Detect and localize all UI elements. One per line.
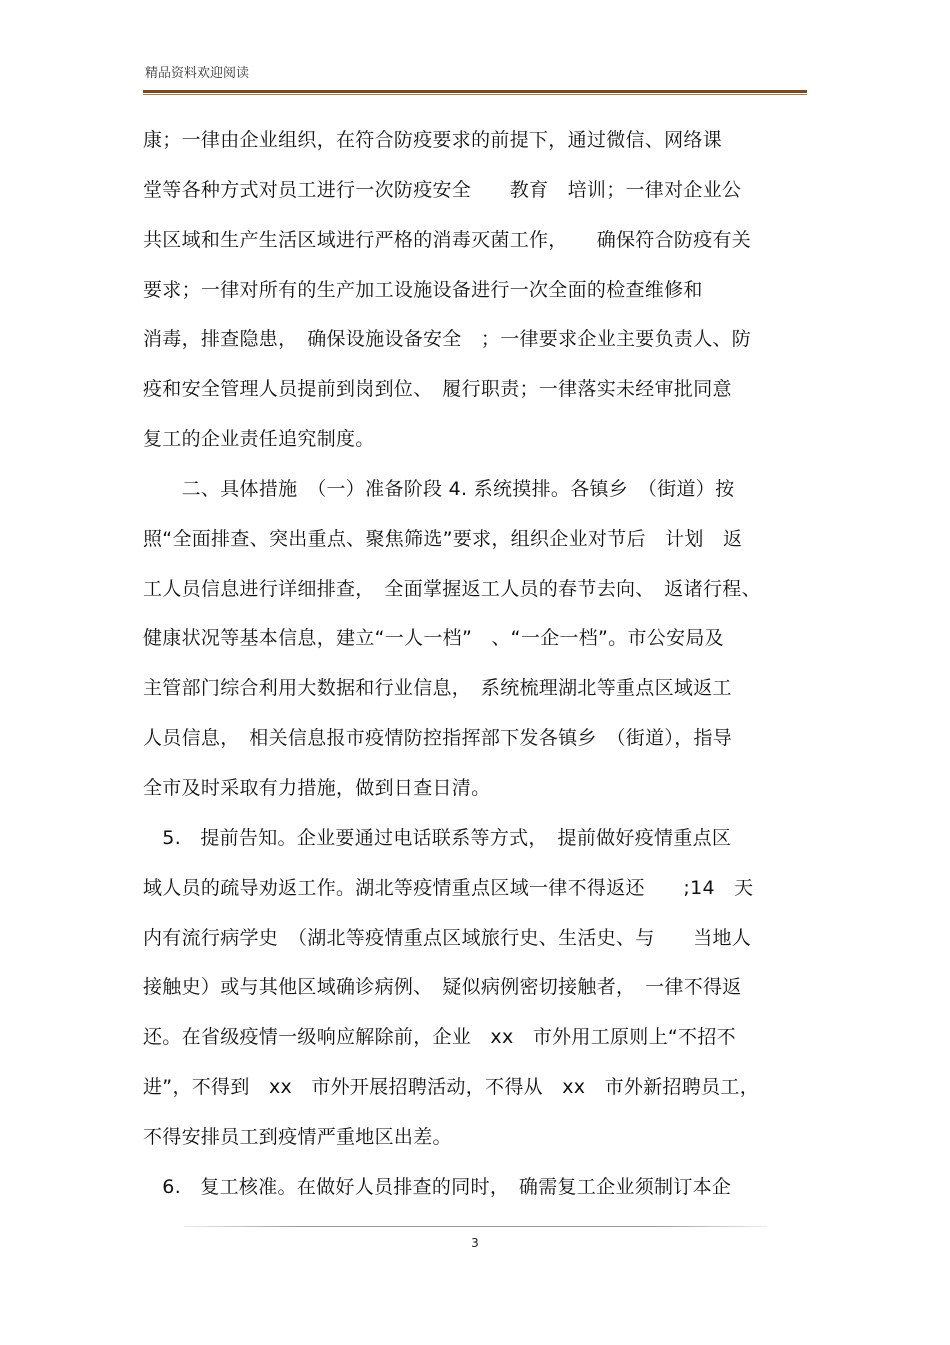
- text-line: 5. 提前告知。企业要通过电话联系等方式， 提前做好疫情重点区: [143, 826, 732, 849]
- text-line: 内有流行病学史 （湖北等疫情重点区域旅行史、生活史、与 当地人: [143, 926, 752, 949]
- text-line: 堂等各种方式对员工进行一次防疫安全 教育 培训；一律对企业公: [143, 178, 742, 201]
- text-line: 人员信息， 相关信息报市疫情防控指挥部下发各镇乡 （街道），指导: [143, 727, 733, 750]
- text-line: 照“全面排查、突出重点、聚焦筛选”要求，组织企业对节后 计划 返: [143, 527, 743, 550]
- text-line: 康；一律由企业组织，在符合防疫要求的前提下，通过微信、网络课: [143, 129, 723, 151]
- text-line: 不得安排员工到疫情严重地区出差。: [143, 1125, 452, 1148]
- text-line: 全市及时采取有力措施，做到日查日清。: [143, 776, 491, 799]
- text-line: 主管部门综合利用大数据和行业信息， 系统梳理湖北等重点区域返工: [143, 677, 732, 700]
- header-rule: [143, 90, 807, 95]
- page-number: 3: [471, 1236, 479, 1250]
- text-line: 复工的企业责任追究制度。: [143, 428, 375, 451]
- text-line: 6. 复工核准。在做好人员排查的同时， 确需复工企业须制订本企: [143, 1175, 732, 1198]
- text-line: 要求；一律对所有的生产加工设施设备进行一次全面的检查维修和: [143, 278, 703, 301]
- footer-rule: [184, 1226, 767, 1227]
- text-line: 消毒，排查隐患， 确保设施设备安全 ；一律要求企业主要负责人、防: [143, 328, 752, 351]
- text-line: 还。在省级疫情一级响应解除前，企业 xx 市外用工原则上“不招不: [143, 1026, 736, 1049]
- text-line: 疫和安全管理人员提前到岗到位、 履行职责；一律落实未经审批同意: [143, 378, 732, 401]
- text-line: 二、具体措施 （一）准备阶段 4. 系统摸排。各镇乡 （街道）按: [143, 477, 735, 500]
- text-line: 域人员的疏导劝返工作。湖北等疫情重点区域一律不得返还 ;14 天: [143, 876, 754, 899]
- text-line: 工人员信息进行详细排查， 全面掌握返工人员的春节去向、 返诸行程、: [143, 577, 761, 600]
- text-line: 接触史）或与其他区域确诊病例、 疑似病例密切接触者， 一律不得返: [143, 976, 742, 999]
- document-body: [143, 116, 807, 1213]
- header-text: 精品资料欢迎阅读: [145, 66, 250, 81]
- text-line: 共区域和生产生活区域进行严格的消毒灭菌工作， 确保符合防疫有关: [143, 228, 752, 251]
- text-line: 健康状况等基本信息，建立“一人一档” 、“一企一档”。市公安局及: [143, 627, 724, 650]
- text-line: 进”，不得到 xx 市外开展招聘活动，不得从 xx 市外新招聘员工，: [143, 1076, 760, 1099]
